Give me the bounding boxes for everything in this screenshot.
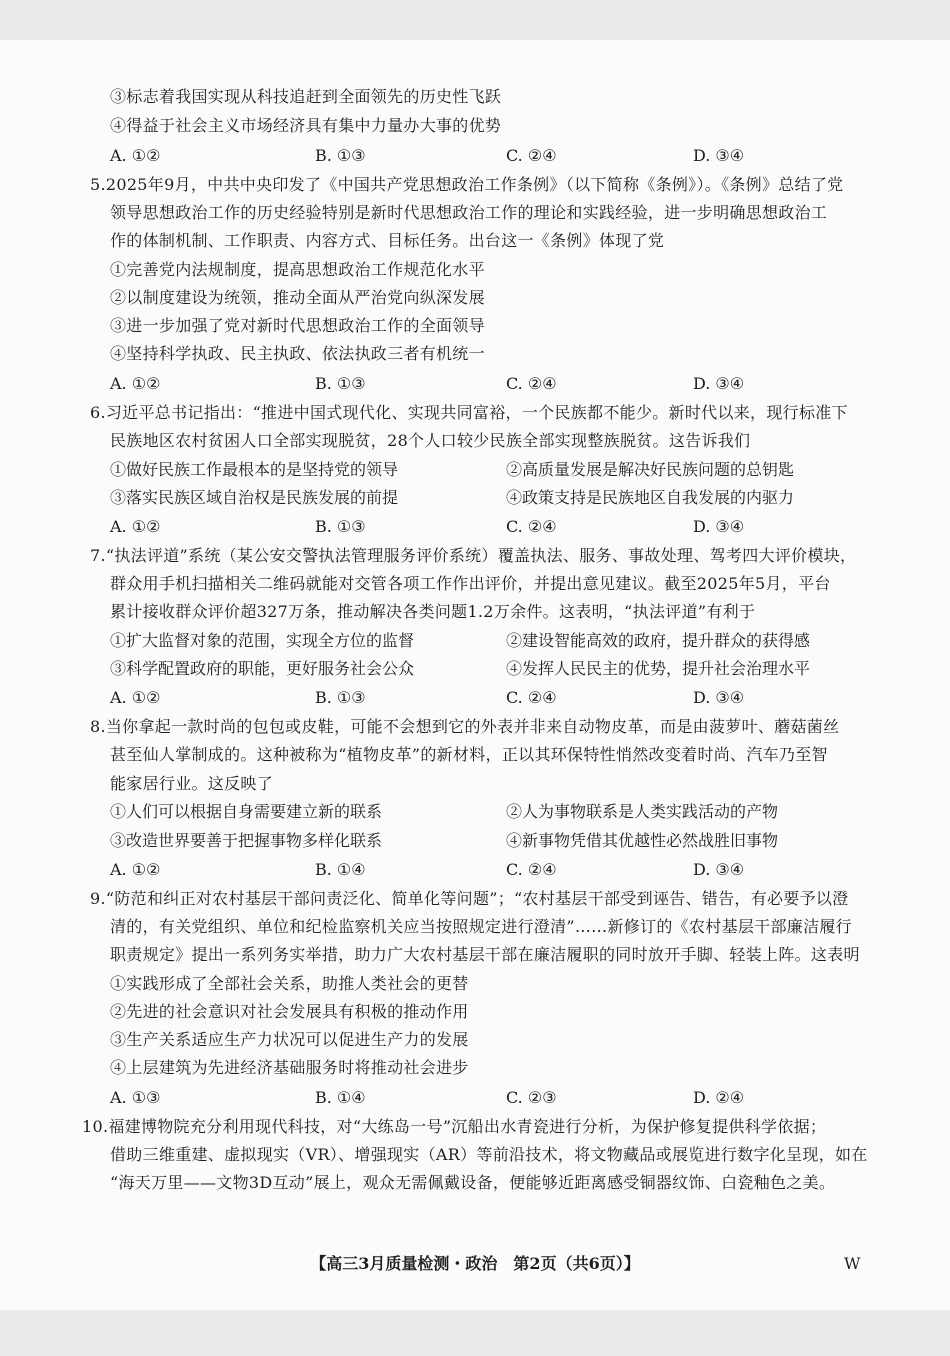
answer-row (110, 1086, 870, 1110)
answer-c: C. ②④ (506, 688, 557, 707)
answer-row (110, 858, 870, 882)
answer-d: D. ③④ (693, 146, 745, 165)
option-right: ②人为事物联系是人类实践活动的产物 (506, 802, 779, 821)
answer-a: A. ①② (110, 688, 161, 707)
question-10-line: 借助三维重建、虚拟现实（VR）、增强现实（AR）等前沿技术，将文物藏品或展览进行数字化呈现，如在 (110, 1145, 868, 1164)
option-pair-row (110, 800, 870, 824)
option-line: ③标志着我国实现从科技追赶到全面领先的历史性飞跃 (110, 87, 502, 106)
option-line: ②以制度建设为统领，推动全面从严治党向纵深发展 (110, 288, 485, 307)
answer-row (110, 372, 870, 396)
option-pair-row (110, 829, 870, 853)
answer-b: B. ①④ (315, 860, 366, 879)
answer-a: A. ①② (110, 374, 161, 393)
question-5-line: 作的体制机制、工作职责、内容方式、目标任务。出台这一《条例》体现了党 (110, 231, 665, 250)
option-line: ②先进的社会意识对社会发展具有积极的推动作用 (110, 1002, 469, 1021)
option-line: ④得益于社会主义市场经济具有集中力量办大事的优势 (110, 116, 502, 135)
option-pair-row (110, 657, 870, 681)
question-8-line: 甚至仙人掌制成的。这种被称为“植物皮革”的新材料，正以其环保特性悄然改变着时尚、汽车乃至智 (110, 745, 828, 764)
option-line: ①实践形成了全部社会关系，助推人类社会的更替 (110, 974, 469, 993)
option-pair-row (110, 458, 870, 482)
answer-b: B. ①③ (315, 374, 366, 393)
exam-page (0, 40, 950, 1310)
page-footer: 【高三3月质量检测・政治 第2页（共6页）】 (310, 1254, 640, 1273)
option-left: ③落实民族区域自治权是民族发展的前提 (110, 488, 399, 507)
answer-d: D. ③④ (693, 374, 745, 393)
question-9-line: 清的，有关党组织、单位和纪检监察机关应当按照规定进行澄清”……新修订的《农村基层干部廉洁履行 (110, 917, 852, 936)
question-9-line: 9.“防范和纠正对农村基层干部问责泛化、简单化等问题”；“农村基层干部受到诬告、错告，有必要予以澄 (90, 889, 849, 908)
option-pair-row (110, 629, 870, 653)
option-line: ④上层建筑为先进经济基础服务时将推动社会进步 (110, 1058, 469, 1077)
answer-d: D. ③④ (693, 688, 745, 707)
footer-mark: W (844, 1254, 861, 1273)
option-left: ①人们可以根据自身需要建立新的联系 (110, 802, 383, 821)
question-6-line: 民族地区农村贫困人口全部实现脱贫，28个人口较少民族全部实现整族脱贫。这告诉我们 (110, 431, 751, 450)
answer-row (110, 515, 870, 539)
option-left: ③改造世界要善于把握事物多样化联系 (110, 831, 383, 850)
answer-b: B. ①③ (315, 688, 366, 707)
answer-c: C. ②③ (506, 1088, 557, 1107)
answer-d: D. ③④ (693, 517, 745, 536)
answer-a: A. ①③ (110, 1088, 161, 1107)
option-right: ④政策支持是民族地区自我发展的内驱力 (506, 488, 795, 507)
question-9-line: 职责规定》提出一系列务实举措，助力广大农村基层干部在廉洁履职的同时放开手脚、轻装上阵。这表明 (110, 945, 860, 964)
option-line: ①完善党内法规制度，提高思想政治工作规范化水平 (110, 260, 485, 279)
option-line: ③生产关系适应生产力状况可以促进生产力的发展 (110, 1030, 469, 1049)
answer-a: A. ①② (110, 860, 161, 879)
question-6-line: 6.习近平总书记指出：“推进中国式现代化、实现共同富裕，一个民族都不能少。新时代以来，现行标准下 (90, 403, 848, 422)
question-10-line: 10.福建博物院充分利用现代科技，对“大练岛一号”沉船出水青瓷进行分析，为保护修复提供科学依据； (82, 1117, 827, 1136)
option-left: ③科学配置政府的职能，更好服务社会公众 (110, 659, 415, 678)
option-pair-row (110, 486, 870, 510)
option-left: ①做好民族工作最根本的是坚持党的领导 (110, 460, 399, 479)
option-line: ④坚持科学执政、民主执政、依法执政三者有机统一 (110, 344, 485, 363)
answer-d: D. ③④ (693, 860, 745, 879)
answer-c: C. ②④ (506, 517, 557, 536)
answer-b: B. ①③ (315, 146, 366, 165)
question-10-line: “海天万里——文物3D互动”展上，观众无需佩戴设备，便能够近距离感受铜器纹饰、白瓷釉色之美。 (110, 1173, 836, 1192)
question-7-line: 7.“执法评道”系统（某公安交警执法管理服务评价系统）覆盖执法、服务、事故处理、驾考四大评价模块， (90, 546, 857, 565)
question-5-line: 领导思想政治工作的历史经验特别是新时代思想政治工作的理论和实践经验，进一步明确思想政治工 (110, 203, 828, 222)
question-7-line: 累计接收群众评价超327万条，推动解决各类问题1.2万余件。这表明，“执法评道”有利于 (110, 602, 756, 621)
answer-c: C. ②④ (506, 146, 557, 165)
answer-row (110, 144, 870, 168)
answer-a: A. ①② (110, 146, 161, 165)
option-right: ④发挥人民民主的优势，提升社会治理水平 (506, 659, 811, 678)
answer-c: C. ②④ (506, 860, 557, 879)
option-right: ④新事物凭借其优越性必然战胜旧事物 (506, 831, 779, 850)
answer-a: A. ①② (110, 517, 161, 536)
option-left: ①扩大监督对象的范围，实现全方位的监督 (110, 631, 415, 650)
option-right: ②高质量发展是解决好民族问题的总钥匙 (506, 460, 795, 479)
question-5-line: 5.2025年9月，中共中央印发了《中国共产党思想政治工作条例》（以下简称《条例》）。《条例》总结了党 (90, 175, 844, 194)
question-8-line: 能家居行业。这反映了 (110, 774, 274, 793)
answer-b: B. ①④ (315, 1088, 366, 1107)
answer-b: B. ①③ (315, 517, 366, 536)
option-right: ②建设智能高效的政府，提升群众的获得感 (506, 631, 811, 650)
answer-d: D. ②④ (693, 1088, 745, 1107)
option-line: ③进一步加强了党对新时代思想政治工作的全面领导 (110, 316, 485, 335)
answer-c: C. ②④ (506, 374, 557, 393)
answer-row (110, 686, 870, 710)
question-8-line: 8.当你拿起一款时尚的包包或皮鞋，可能不会想到它的外表并非来自动物皮革，而是由菠萝叶、蘑菇菌丝 (90, 717, 840, 736)
question-7-line: 群众用手机扫描相关二维码就能对交管各项工作作出评价，并提出意见建议。截至2025年5月，平台 (110, 574, 831, 593)
